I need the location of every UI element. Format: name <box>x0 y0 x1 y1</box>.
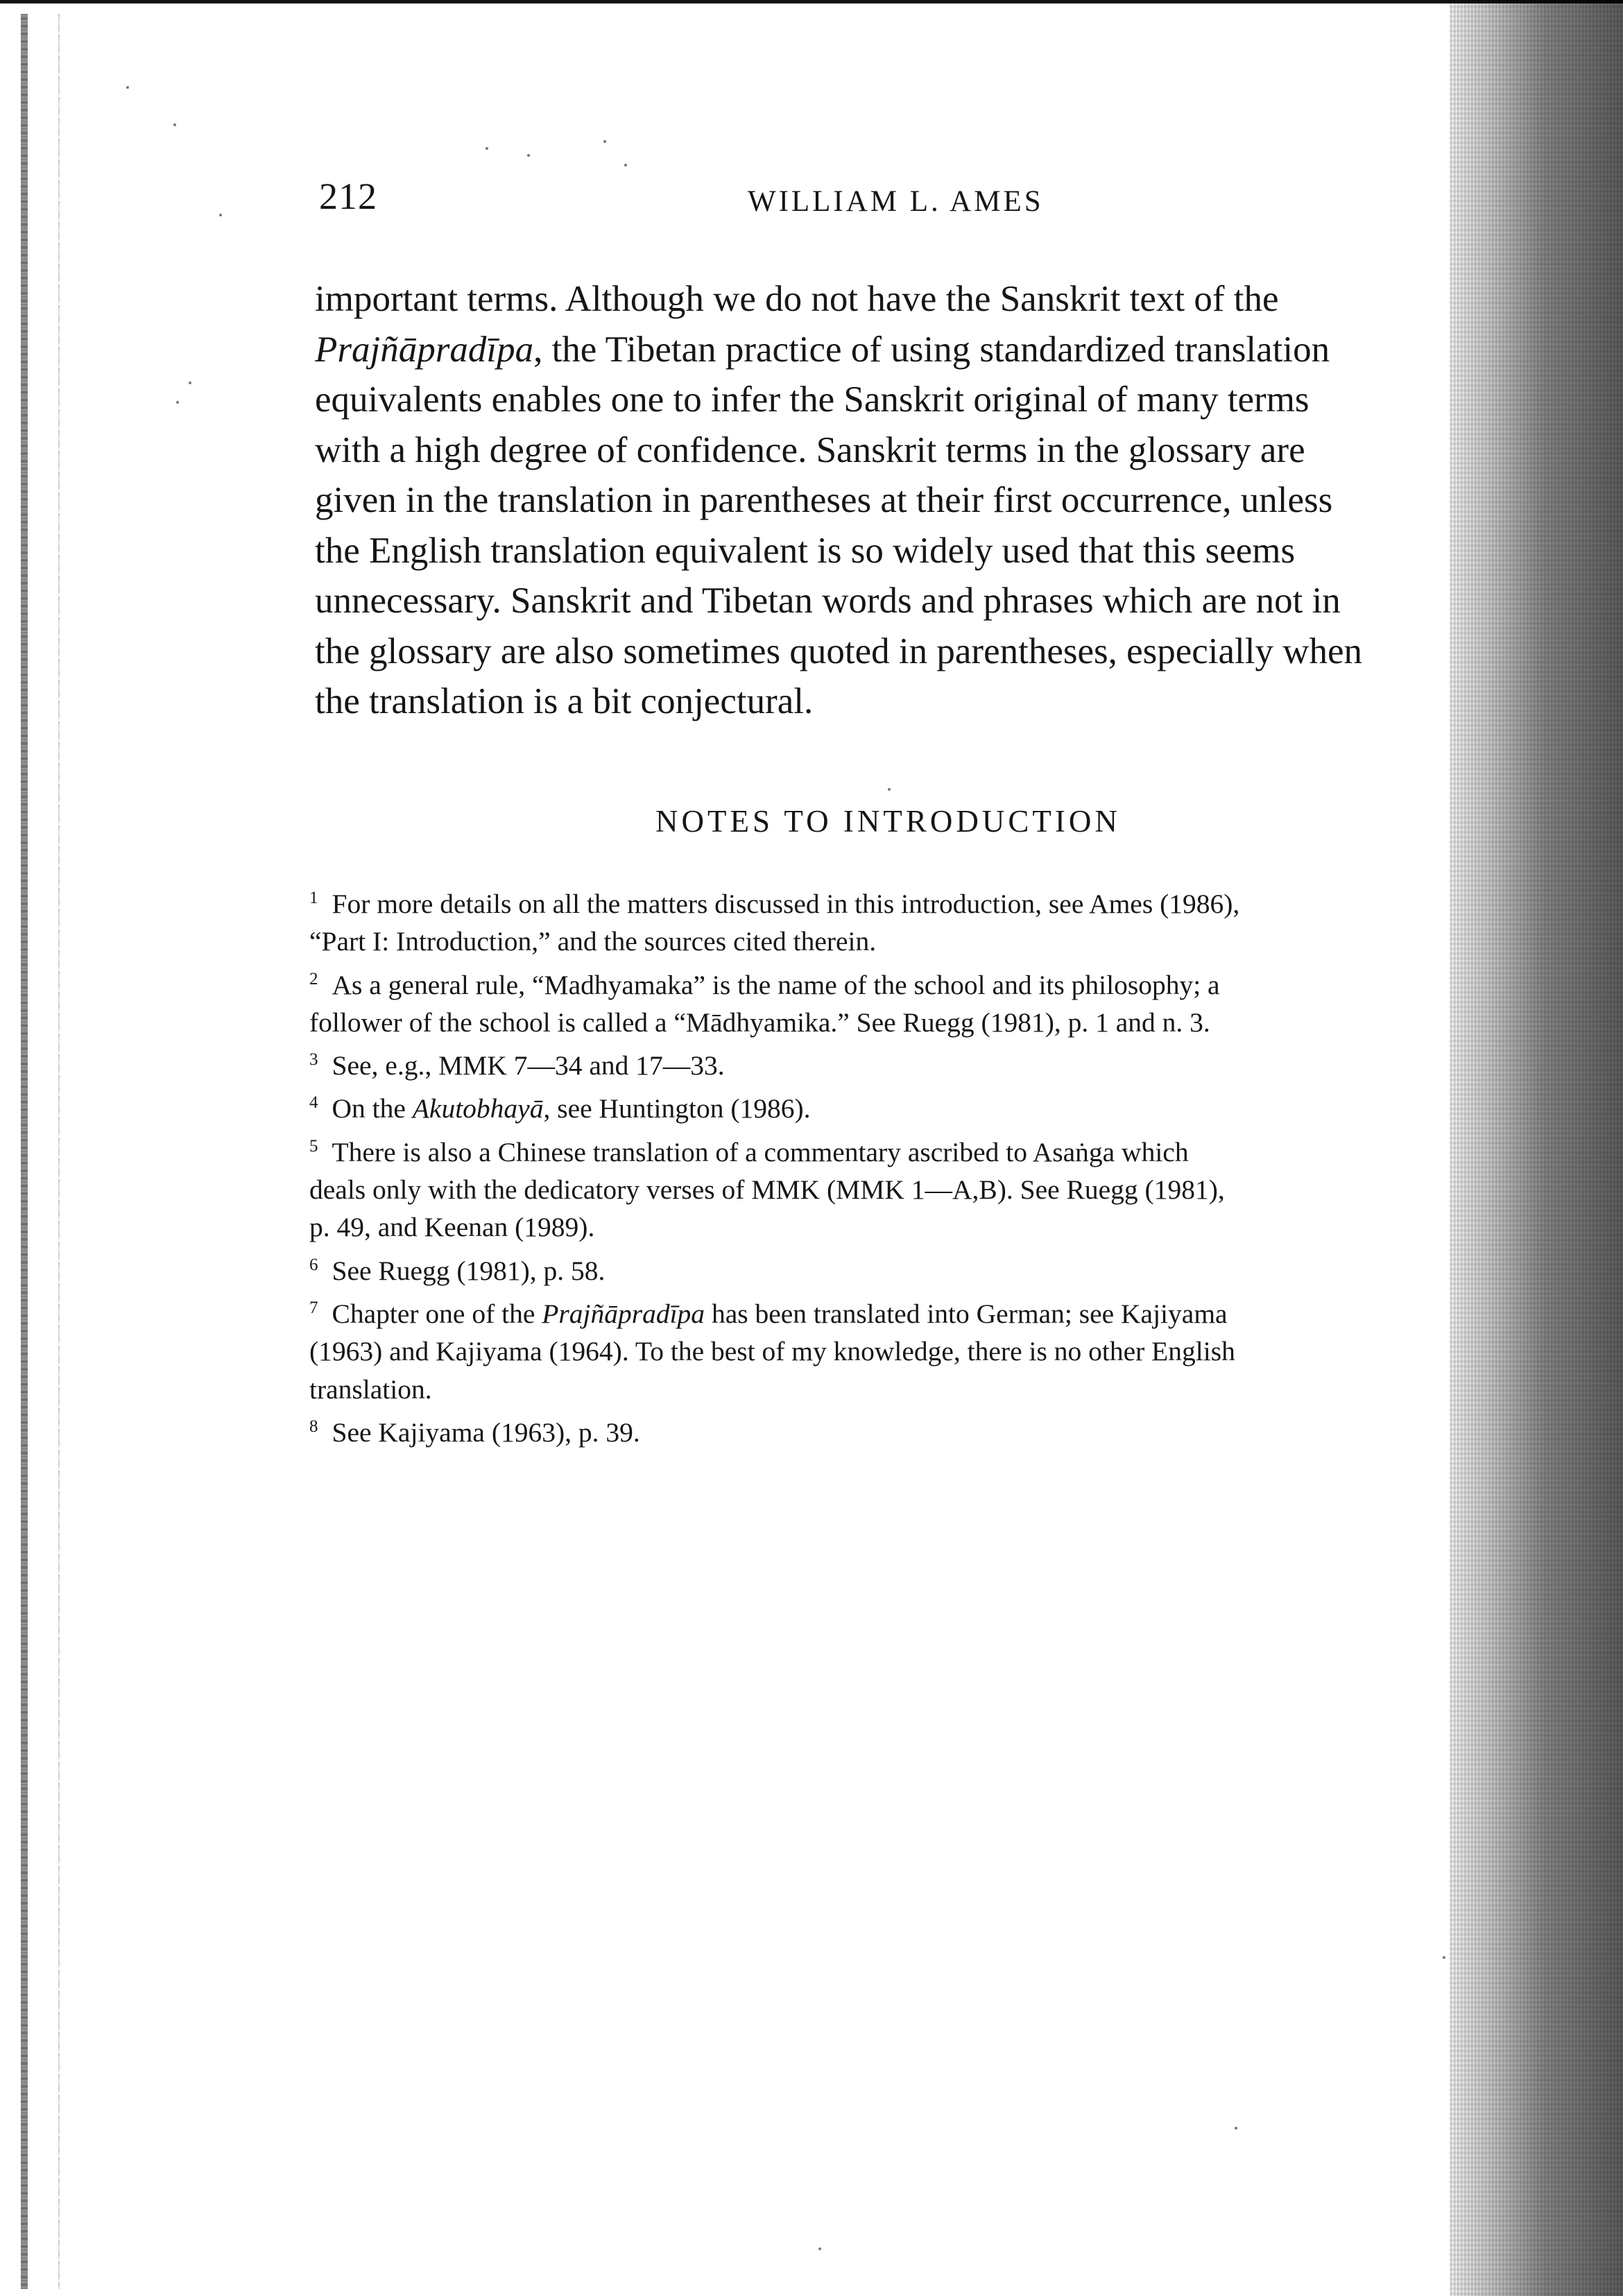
note-number: 7 <box>309 1298 318 1317</box>
note-number: 4 <box>309 1093 318 1113</box>
note-text: As a general rule, “Madhyamaka” is the name of the school and its philosophy; a <box>332 969 1220 1000</box>
note-number: 5 <box>309 1136 318 1156</box>
note-line <box>309 1004 1530 1041</box>
note-line <box>309 923 1530 960</box>
body-line-text: with a high degree of confidence. Sanskrit terms in the glossary are <box>315 429 1305 470</box>
body-line <box>315 626 1508 677</box>
body-line <box>315 425 1508 476</box>
notes-list <box>309 880 1530 1451</box>
note-line <box>309 1290 1530 1333</box>
running-head-author: WILLIAM L. AMES <box>748 185 1044 218</box>
body-line <box>315 325 1508 375</box>
note-line <box>309 880 1530 923</box>
note-text: translation. <box>309 1373 432 1405</box>
italic-title: Prajñāpradīpa <box>315 329 534 370</box>
italic-title: Akutobhayā <box>412 1093 544 1124</box>
note-text: There is also a Chinese translation of a commentary ascribed to Asaṅga which <box>332 1136 1189 1167</box>
note-line <box>309 1128 1530 1171</box>
body-line-text: unnecessary. Sanskrit and Tibetan words and phrases which are not in <box>315 581 1341 621</box>
body-line <box>315 274 1508 325</box>
note-text: has been translated into German; see Kajiyama <box>705 1298 1228 1329</box>
body-line-text: the English translation equivalent is so widely used that this seems <box>315 530 1296 571</box>
body-line-text: the glossary are also sometimes quoted in parentheses, especially when <box>315 631 1363 671</box>
note-text: , see Huntington (1986). <box>543 1093 811 1124</box>
italic-title: Prajñāpradīpa <box>542 1298 705 1329</box>
body-line <box>315 375 1508 425</box>
scan-binding-edge <box>21 14 28 2289</box>
note-line <box>309 1208 1530 1246</box>
scan-top-rule <box>0 0 1623 3</box>
note-line <box>309 1371 1530 1408</box>
note-line <box>309 1041 1530 1084</box>
page-number: 212 <box>319 175 377 217</box>
note-text: p. 49, and Keenan (1989). <box>309 1212 595 1243</box>
note-line <box>309 1246 1530 1290</box>
body-line-text: important terms. Although we do not have the Sanskrit text of the <box>315 279 1279 319</box>
note-number: 8 <box>309 1416 318 1436</box>
body-line-text: equivalents enables one to infer the Sanskrit original of many terms <box>315 379 1309 420</box>
body-line <box>315 576 1508 626</box>
note-number: 6 <box>309 1255 318 1274</box>
note-text: follower of the school is called a “Mādhyamika.” See Ruegg (1981), p. 1 and n. 3. <box>309 1006 1210 1038</box>
body-line <box>315 526 1508 576</box>
note-text: See Kajiyama (1963), p. 39. <box>332 1416 640 1448</box>
scan-binding-shadow <box>58 14 60 2289</box>
note-text-prefix: Chapter one of the <box>332 1298 542 1329</box>
body-line-text: given in the translation in parentheses at their first occurrence, unless <box>315 480 1333 520</box>
note-line <box>309 1171 1530 1208</box>
note-text: See, e.g., MMK 7—34 and 17—33. <box>332 1050 725 1081</box>
note-text: See Ruegg (1981), p. 58. <box>332 1255 606 1286</box>
body-line <box>315 475 1508 526</box>
note-text: (1963) and Kajiyama (1964). To the best of my knowledge, there is no other English <box>309 1336 1235 1367</box>
note-text: “Part I: Introduction,” and the sources cited therein. <box>309 926 877 957</box>
body-line-text: the translation is a bit conjectural. <box>315 681 814 721</box>
note-text-prefix: On the <box>332 1093 413 1124</box>
note-line <box>309 1408 1530 1451</box>
running-head <box>319 175 1498 230</box>
note-text: For more details on all the matters discussed in this introduction, see Ames (1986), <box>332 889 1240 919</box>
notes-heading: NOTES TO INTRODUCTION <box>655 804 1121 839</box>
body-line-text: , the Tibetan practice of using standardized translation <box>533 329 1330 370</box>
note-number: 2 <box>309 969 318 988</box>
note-line <box>309 1333 1530 1370</box>
note-line <box>309 1084 1530 1127</box>
note-number: 1 <box>309 889 318 907</box>
note-line <box>309 961 1530 1004</box>
body-paragraph <box>315 274 1508 727</box>
note-text: deals only with the dedicatory verses of MMK (MMK 1—A,B). See Ruegg (1981), <box>309 1174 1225 1206</box>
body-line <box>315 676 1508 727</box>
note-number: 3 <box>309 1050 318 1070</box>
